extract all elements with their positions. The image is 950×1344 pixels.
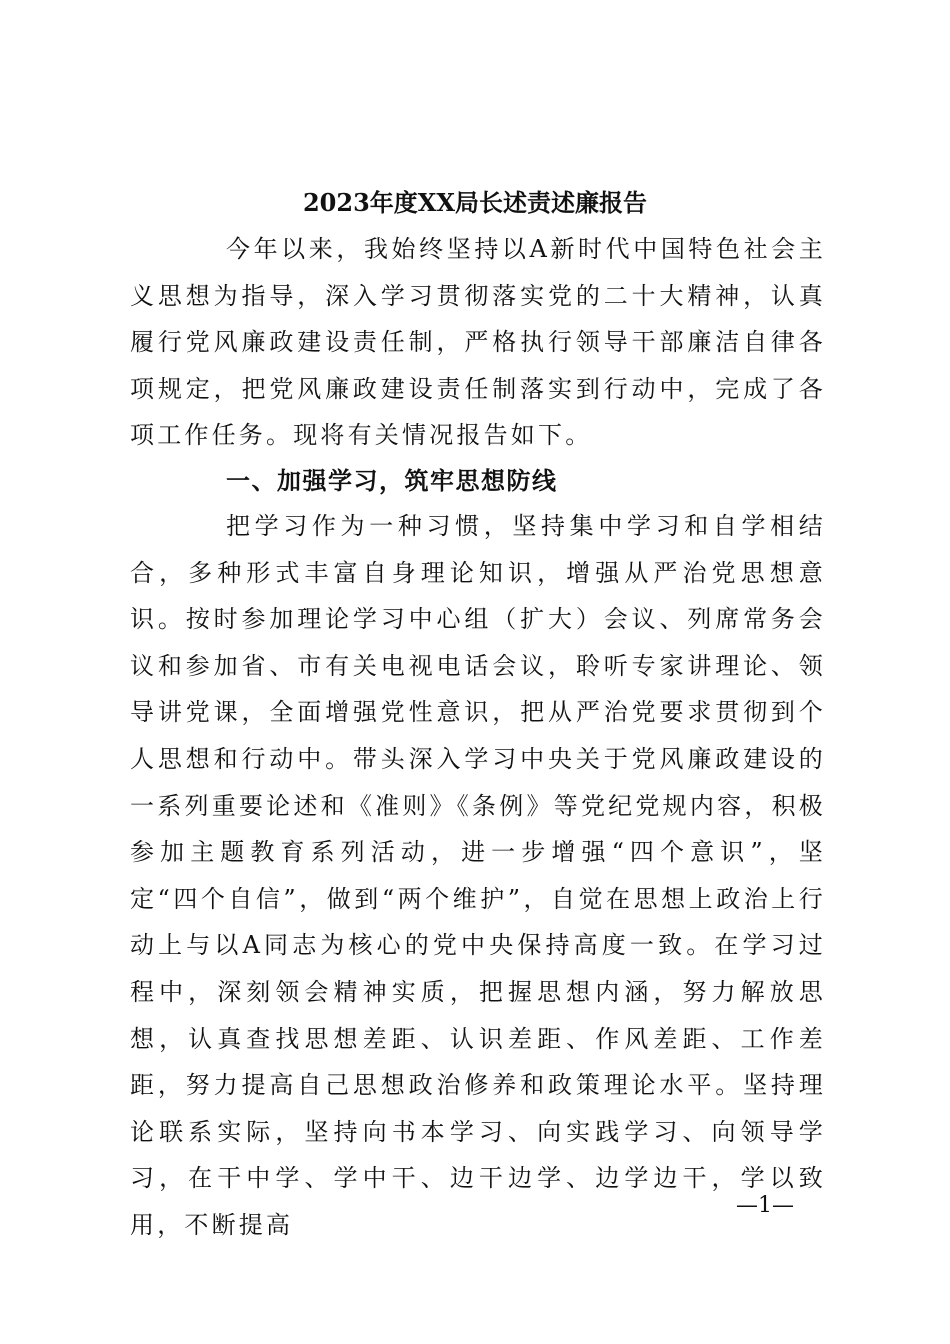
- section-heading: 一、加强学习，筑牢思想防线: [226, 467, 558, 495]
- intro-paragraph: 今年以来，我始终坚持以A新时代中国特色社会主义思想为指导，深入学习贯彻落实党的二十大精神，认真履行党风廉政建设责任制，严格执行领导干部廉洁自律各项规定，把党风廉政建设责任制落实到行动中，完成了各项工作任务。现将有关情况报告如下。: [130, 235, 826, 450]
- section-paragraph: 把学习作为一种习惯，坚持集中学习和自学相结合，多种形式丰富自身理论知识，增强从严治党思想意识。按时参加理论学习中心组（扩大）会议、列席常务会议和参加省、市有关电视电话会议，聆听专家讲理论、领导讲党课，全面增强党性意识，把从严治党要求贯彻到个人思想和行动中。带头深入学习中央关于党风廉政建设的一系列重要论述和《准则》《条例》等党纪党规内容，积极参加主题教育系列活动，进一步增强“四个意识”，坚定“四个自信”，做到“两个维护”，自觉在思想上政治上行动上与以A同志为核心的党中央保持高度一致。在学习过程中，深刻领会精神实质，把握思想内涵，努力解放思想，认真查找思想差距、认识差距、作风差距、工作差距，努力提高自己思想政治修养和政策理论水平。坚持理论联系实际，坚持向书本学习、向实践学习、向领导学习，在干中学、学中干、边干边学、边学边干，学以致用，不断提高: [130, 512, 826, 1239]
- document-title: 2023年度XX局长述责述廉报告: [302, 188, 648, 217]
- page-number: —1—: [736, 1193, 794, 1218]
